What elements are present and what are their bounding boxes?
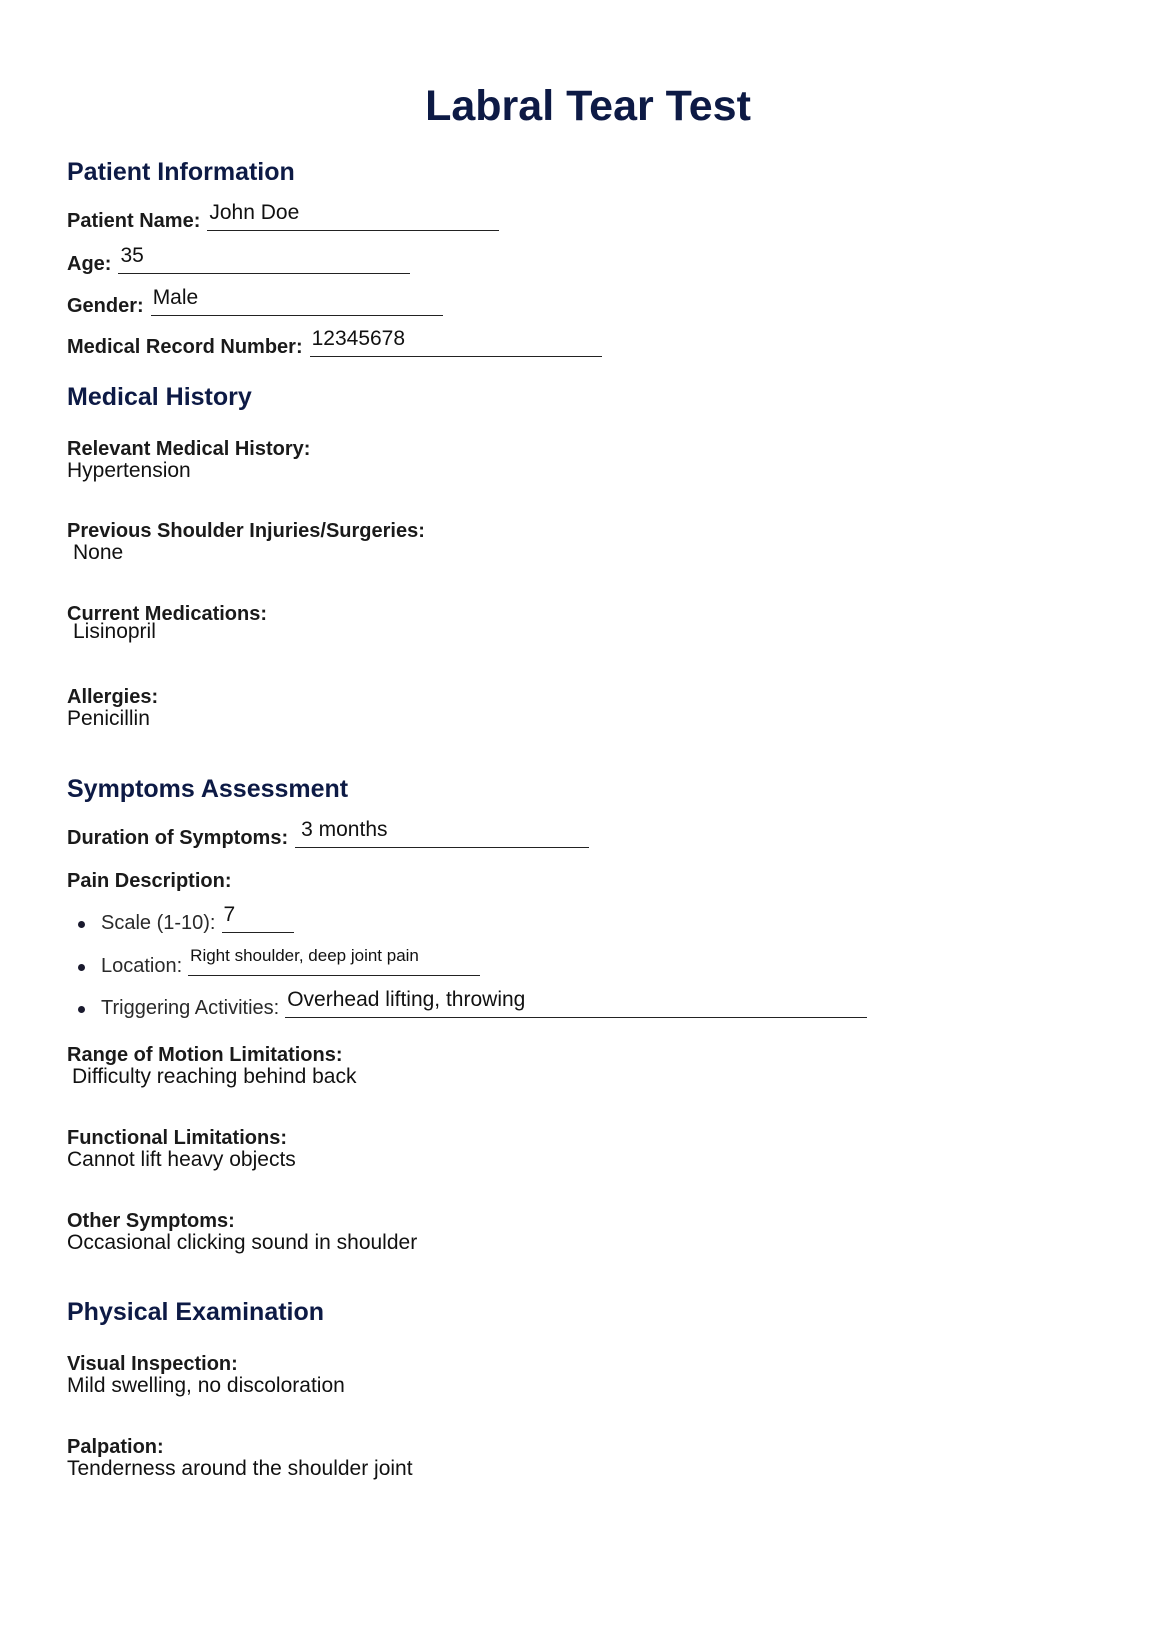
range-of-motion-value: Difficulty reaching behind back bbox=[72, 1065, 357, 1088]
medical-record-number-label: Medical Record Number: bbox=[67, 336, 303, 358]
allergies-value: Penicillin bbox=[67, 707, 150, 730]
palpation-value: Tenderness around the shoulder joint bbox=[67, 1457, 413, 1480]
gender-label: Gender: bbox=[67, 295, 144, 317]
medical-record-number-row bbox=[67, 327, 602, 359]
pain-description-label: Pain Description: bbox=[67, 870, 232, 892]
gender-field[interactable] bbox=[151, 286, 443, 316]
allergies-label: Allergies: bbox=[67, 686, 159, 708]
section-heading-physical-examination: Physical Examination bbox=[67, 1298, 325, 1326]
relevant-medical-history-value: Hypertension bbox=[67, 459, 191, 482]
pain-scale-label: Scale (1-10): bbox=[101, 912, 216, 934]
visual-inspection-label: Visual Inspection: bbox=[67, 1353, 238, 1375]
pain-scale-field[interactable] bbox=[222, 903, 294, 933]
current-medications bbox=[67, 603, 267, 643]
age-row bbox=[67, 244, 410, 276]
functional-limitations-value: Cannot lift heavy objects bbox=[67, 1148, 296, 1171]
duration-value: 3 months bbox=[301, 818, 388, 841]
pain-description-row bbox=[67, 870, 231, 893]
bullet-icon bbox=[78, 964, 85, 971]
previous-shoulder-injuries bbox=[67, 520, 425, 564]
previous-shoulder-injuries-label: Previous Shoulder Injuries/Surgeries: bbox=[67, 520, 425, 542]
range-of-motion-limitations bbox=[67, 1044, 356, 1088]
other-symptoms-value: Occasional clicking sound in shoulder bbox=[67, 1231, 418, 1254]
previous-shoulder-injuries-value: None bbox=[73, 541, 124, 564]
bullet-icon bbox=[78, 1006, 85, 1013]
gender-value: Male bbox=[152, 286, 199, 309]
pain-location-label: Location: bbox=[101, 955, 183, 977]
functional-limitations bbox=[67, 1127, 296, 1171]
pain-location-item bbox=[78, 946, 480, 978]
relevant-medical-history bbox=[67, 438, 310, 482]
current-medications-value: Lisinopril bbox=[73, 620, 156, 643]
pain-location-value: Right shoulder, deep joint pain bbox=[190, 946, 419, 965]
palpation bbox=[67, 1436, 413, 1480]
pain-location-field[interactable] bbox=[188, 946, 480, 976]
triggering-activities-item bbox=[78, 988, 867, 1020]
duration-field[interactable] bbox=[295, 818, 589, 848]
section-heading-patient-information: Patient Information bbox=[67, 158, 295, 186]
document-title: Labral Tear Test bbox=[425, 82, 751, 130]
duration-label: Duration of Symptoms: bbox=[67, 827, 289, 849]
age-field[interactable] bbox=[118, 244, 410, 274]
other-symptoms bbox=[67, 1210, 417, 1254]
age-value: 35 bbox=[120, 244, 144, 267]
pain-scale-value: 7 bbox=[223, 903, 236, 926]
age-label: Age: bbox=[67, 253, 112, 275]
palpation-label: Palpation: bbox=[67, 1436, 164, 1458]
patient-name-field[interactable] bbox=[207, 201, 499, 231]
section-heading-medical-history: Medical History bbox=[67, 383, 252, 411]
relevant-medical-history-label: Relevant Medical History: bbox=[67, 438, 311, 460]
medical-record-number-field[interactable] bbox=[310, 327, 602, 357]
other-symptoms-label: Other Symptoms: bbox=[67, 1210, 235, 1232]
bullet-icon bbox=[78, 921, 85, 928]
triggering-activities-label: Triggering Activities: bbox=[101, 997, 280, 1019]
pain-scale-item bbox=[78, 903, 294, 935]
patient-name-label: Patient Name: bbox=[67, 210, 201, 232]
functional-limitations-label: Functional Limitations: bbox=[67, 1127, 287, 1149]
gender-row bbox=[67, 286, 443, 318]
patient-name-row bbox=[67, 201, 499, 233]
triggering-activities-value: Overhead lifting, throwing bbox=[287, 988, 526, 1011]
visual-inspection bbox=[67, 1353, 345, 1397]
visual-inspection-value: Mild swelling, no discoloration bbox=[67, 1374, 345, 1397]
range-of-motion-label: Range of Motion Limitations: bbox=[67, 1044, 343, 1066]
allergies bbox=[67, 686, 158, 730]
triggering-activities-field[interactable] bbox=[285, 988, 867, 1018]
duration-row bbox=[67, 818, 589, 850]
patient-name-value: John Doe bbox=[209, 201, 300, 224]
current-medications-label: Current Medications: bbox=[67, 603, 268, 625]
section-heading-symptoms-assessment: Symptoms Assessment bbox=[67, 775, 349, 803]
medical-record-number-value: 12345678 bbox=[311, 327, 406, 350]
